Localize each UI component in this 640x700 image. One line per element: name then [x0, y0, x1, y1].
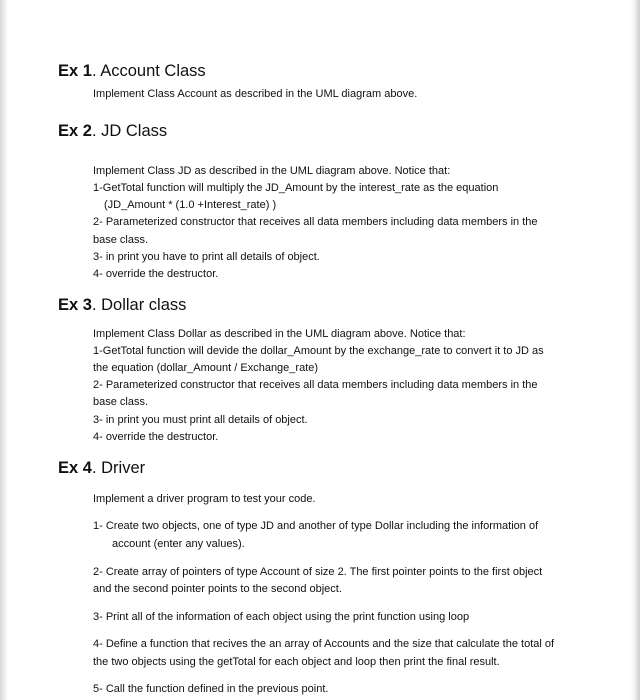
ex4-line-5: and the second pointer points to the second object. — [93, 583, 342, 595]
ex2-line-5: base class. — [93, 234, 149, 246]
ex1-heading — [58, 62, 206, 81]
ex2-line-7: 4- override the destructor. — [93, 268, 219, 280]
ex3-line-2: 1-GetTotal function will devide the dollar_Amount by the exchange_rate to convert it to JD as — [93, 345, 544, 357]
ex4-line-9: 5- Call the function defined in the previous point. — [93, 683, 329, 695]
ex4-heading — [58, 459, 145, 478]
ex2-line-4: 2- Parameterized constructor that receives all data members including data members in the — [93, 216, 538, 228]
ex3-line-4: 2- Parameterized constructor that receives all data members including data members in the — [93, 379, 538, 391]
ex4-line-3: account (enter any values). — [112, 538, 245, 550]
ex2-title: . JD Class — [91, 122, 168, 140]
ex3-line-6: 3- in print you must print all details of object. — [93, 414, 308, 426]
ex2-label: Ex 2 — [58, 122, 92, 140]
ex4-label: Ex 4 — [58, 459, 92, 477]
ex3-line-7: 4- override the destructor. — [93, 431, 219, 443]
ex4-line-2: 1- Create two objects, one of type JD and another of type Dollar including the information of — [93, 520, 539, 532]
ex3-line-1: Implement Class Dollar as described in the UML diagram above. Notice that: — [93, 328, 466, 340]
ex3-line-5: base class. — [93, 396, 149, 408]
ex1-line-1: Implement Class Account as described in the UML diagram above. — [93, 88, 418, 100]
ex3-title: . Dollar class — [91, 296, 187, 314]
ex4-line-1: Implement a driver program to test your code. — [93, 493, 316, 505]
ex4-line-4: 2- Create array of pointers of type Account of size 2. The first pointer points to the first object — [93, 566, 543, 578]
ex1-title: . Account Class — [91, 62, 206, 80]
ex4-line-6: 3- Print all of the information of each object using the print function using loop — [93, 611, 470, 623]
ex2-heading — [58, 122, 167, 141]
ex2-line-6: 3- in print you have to print all details of object. — [93, 251, 320, 263]
ex1-label: Ex 1 — [58, 62, 92, 80]
ex2-line-2: 1-GetTotal function will multiply the JD_Amount by the interest_rate as the equation — [93, 182, 499, 194]
ex3-heading — [58, 296, 186, 315]
ex2-line-3: (JD_Amount * (1.0 +Interest_rate) ) — [104, 199, 277, 211]
ex4-line-8: the two objects using the getTotal for each object and loop then print the final result. — [93, 656, 500, 668]
ex3-line-3: the equation (dollar_Amount / Exchange_rate) — [93, 362, 319, 374]
ex3-label: Ex 3 — [58, 296, 92, 314]
ex4-line-7: 4- Define a function that recives the an array of Accounts and the size that calculate the total of — [93, 638, 555, 650]
ex4-title: . Driver — [91, 459, 146, 477]
ex2-line-1: Implement Class JD as described in the UML diagram above. Notice that: — [93, 165, 451, 177]
